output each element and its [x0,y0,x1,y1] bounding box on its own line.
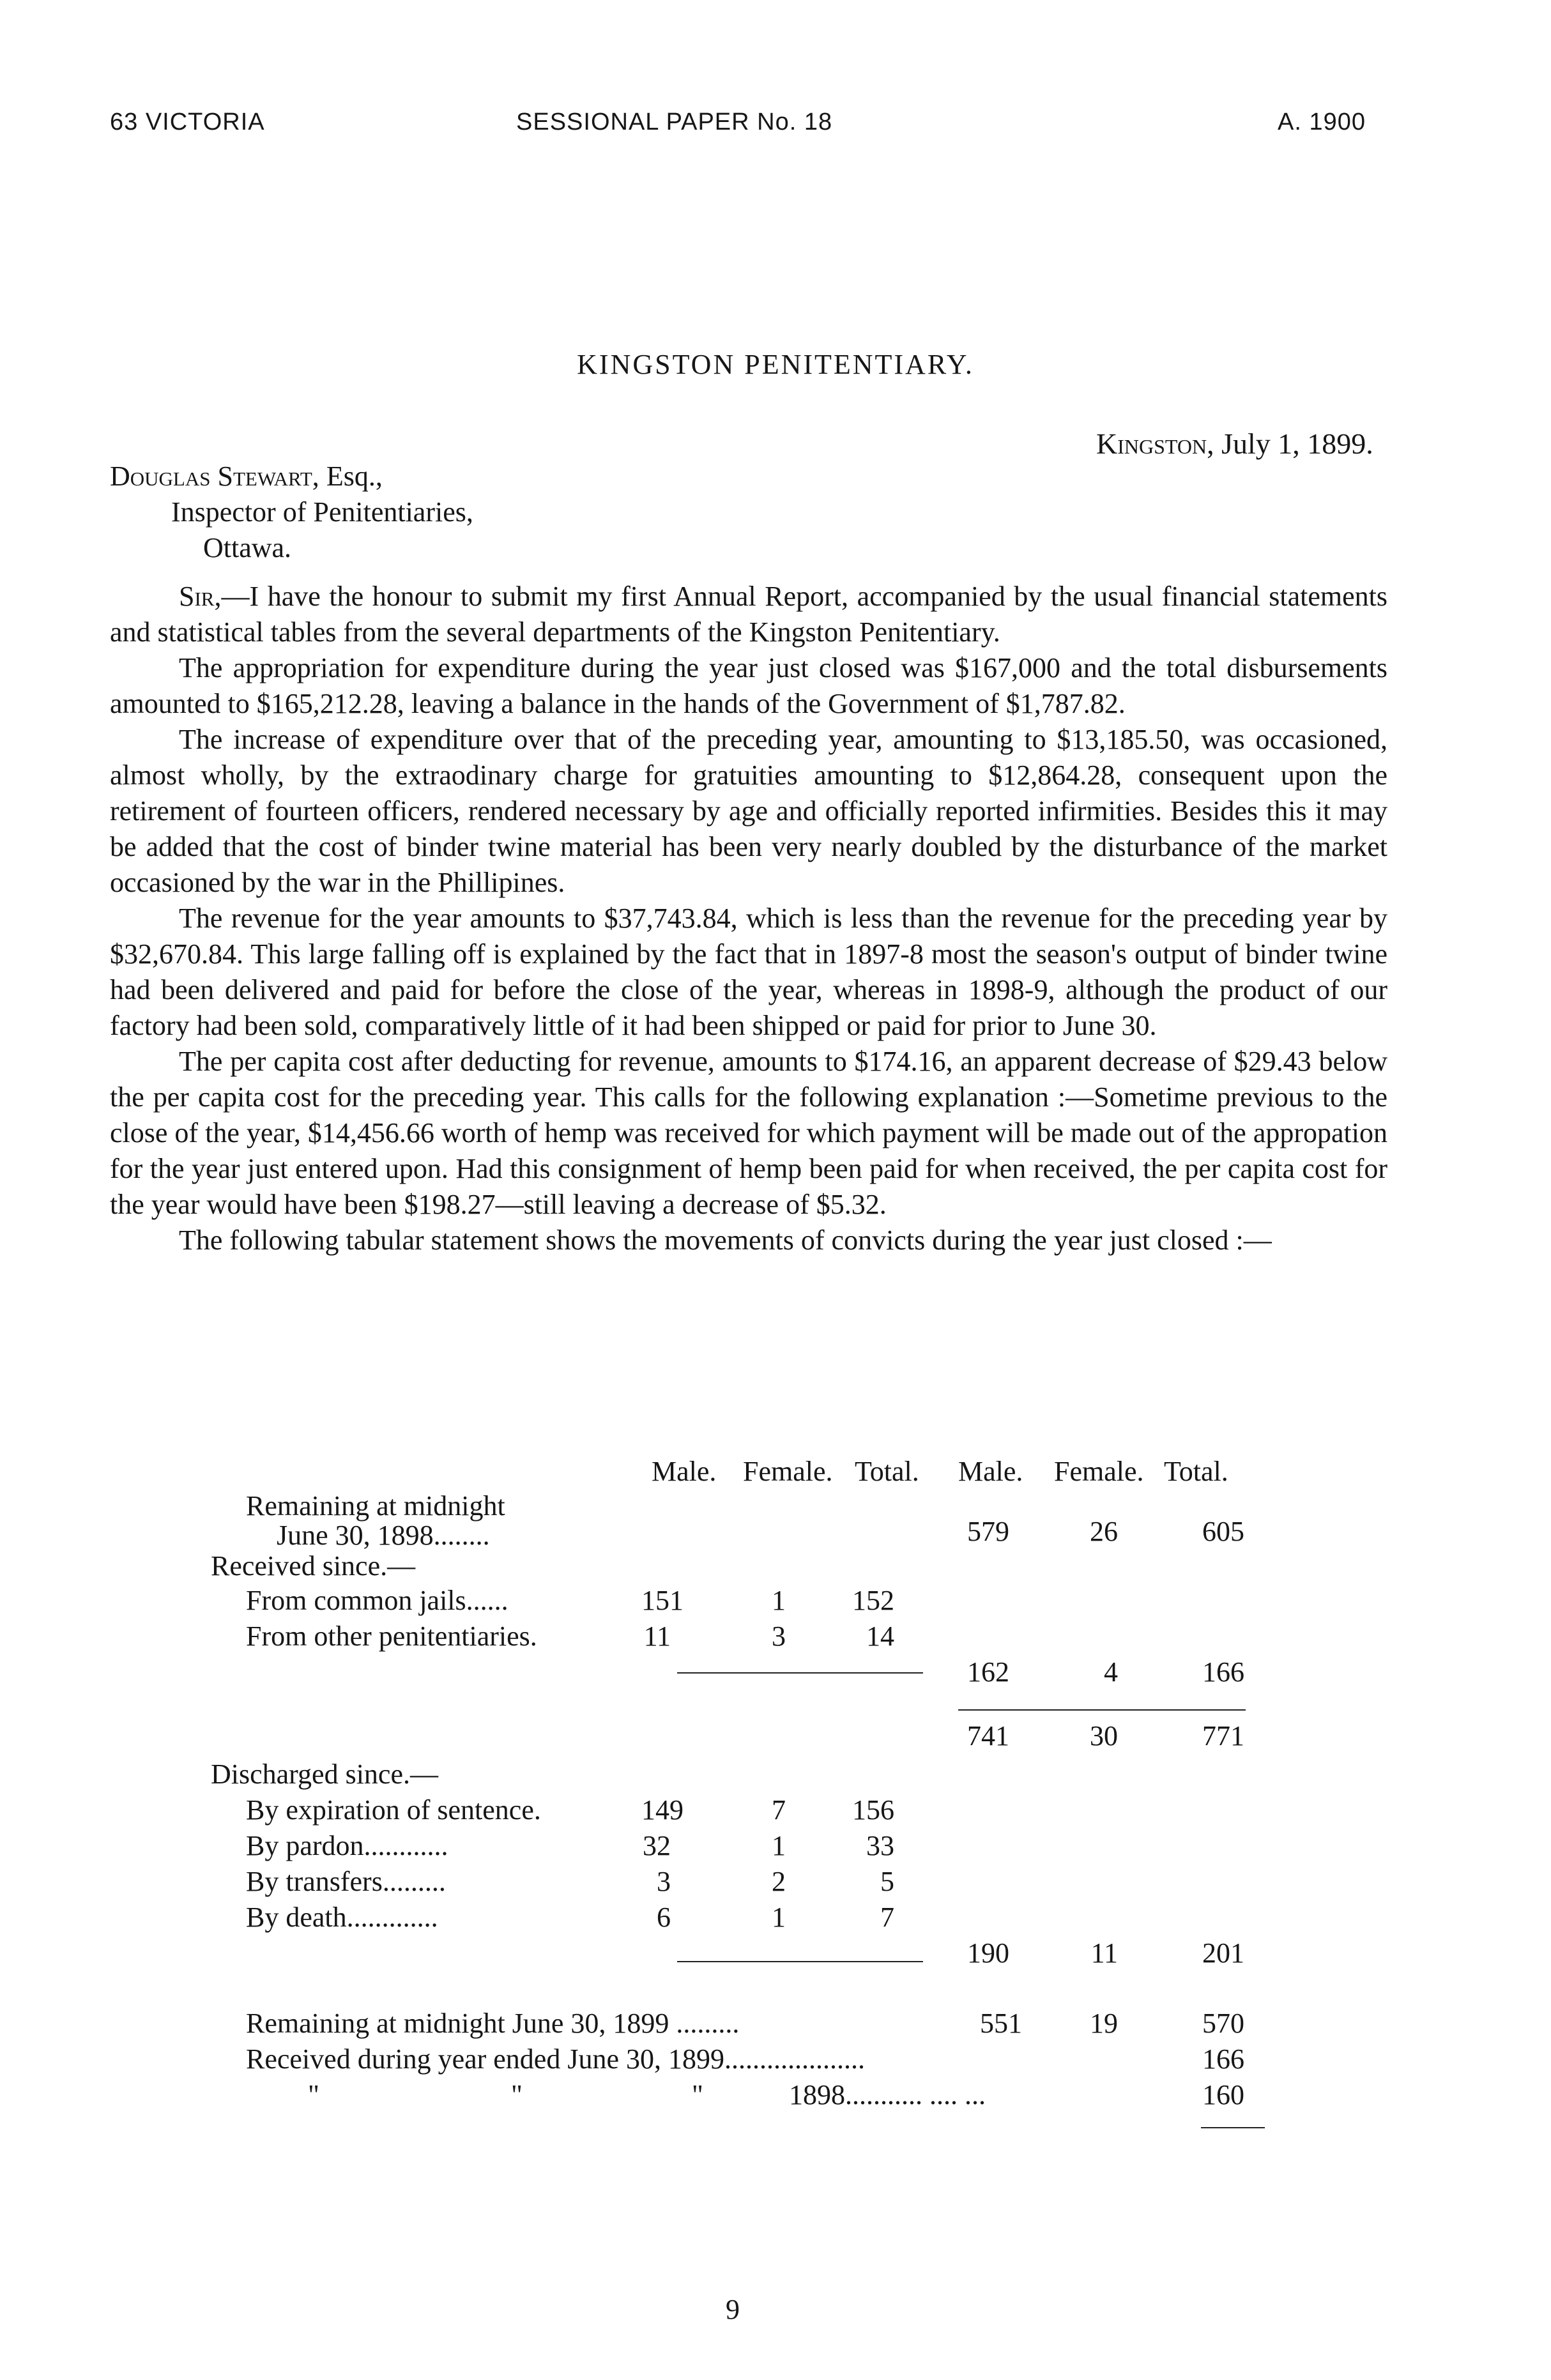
paragraph-5: The per capita cost after deducting for revenue, amounts to $174.16, an apparent decrease of $29.43 below the per capita cost for the preceding year. This calls for the following explanation :—Sometime previous to the close of the year, $14,456.66 worth of hemp was received for which payment will be made out of the appropation for the year just entered upon. Had this consignment of hemp been paid for when received, the per capita cost for the year would have been $198.27—still leaving a decrease of $5.32. [110,1046,1387,1220]
row-label: From other penitentiaries. [246,1621,537,1652]
paragraph-4: The revenue for the year amounts to $37,743.84, which is less than the revenue for the preceding year by $32,670.84. This large falling off is explained by the fact that in 1897-8 most the season's output of binder twine had been delivered and paid for before the close of the year, whereas in 1898-9, although the product of our factory had been sold, comparatively little of it had been shipped or paid for prior to June 30. [110,903,1387,1041]
cell-male: 149 [641,1794,684,1826]
cell-total: 166 [1202,2043,1244,2075]
cell-female: 1 [772,1902,786,1933]
paragraph-1 [110,579,1387,650]
cell-total: 5 [880,1866,894,1897]
row-label: By pardon............ [246,1830,448,1861]
page-number: 9 [726,2294,740,2325]
cell-male: 741 [967,1720,1009,1751]
addressee-block [110,459,473,566]
running-head-right: A. 1900 [1278,109,1366,135]
col-header-female-2: Female. [1054,1456,1144,1487]
rule-line [677,1672,923,1674]
addressee-city: Ottawa. [203,532,292,563]
row-label: June 30, 1898........ [277,1520,490,1551]
cell-female: 11 [1090,1937,1118,1969]
row-label: 1898........... .... ... [789,2079,986,2110]
row-label: Remaining at midnight [246,1490,505,1522]
addressee-name [110,459,473,494]
ditto-mark: " [308,2079,319,2110]
cell-total: 160 [1202,2079,1244,2110]
paragraph-3: The increase of expenditure over that of the preceding year, amounting to $13,185.50, was occasioned, almost wholly, by the extraodinary charge for gratuities amounting to $12,864.28, consequent upon the retirement of fourteen officers, rendered necessary by age and officially reported infirmities. Besides this it may be added that the cost of binder twine material has been very nearly doubled by the disturbance of the market occasioned by the war in the Phillipines. [110,724,1387,898]
cell-total: 14 [866,1621,894,1652]
dateline [1096,427,1373,461]
section-heading: Discharged since.— [211,1758,438,1790]
cell-female: 3 [772,1621,786,1652]
document-title: KINGSTON PENITENTIARY. [577,349,974,380]
dateline-place: Kingston, [1096,427,1214,460]
cell-male: 190 [967,1937,1009,1969]
cell-female: 7 [772,1794,786,1826]
cell-female: 19 [1090,2008,1118,2039]
row-label: Received during year ended June 30, 1899.................... [246,2043,865,2075]
cell-total: 166 [1202,1656,1244,1688]
cell-total: 605 [1202,1516,1244,1547]
addressee-name-rest: Esq., [319,461,383,492]
row-label: By transfers......... [246,1866,446,1897]
col-header-male-1: Male. [652,1456,717,1487]
row-label: By death............. [246,1902,438,1933]
col-header-female-1: Female. [743,1456,833,1487]
addressee-title: Inspector of Penitentiaries, [171,496,473,528]
cell-male: 579 [967,1516,1009,1547]
row-label: Remaining at midnight June 30, 1899 ......... [246,2008,740,2039]
cell-male: 162 [967,1656,1009,1688]
paragraph-1-text: —I have the honour to submit my first Annual Report, accompanied by the usual financial statements and statistical tables from the several departments of the Kingston Penitentiary. [110,581,1387,648]
ditto-mark: " [692,2079,703,2110]
paragraph-6: The following tabular statement shows the movements of convicts during the year just closed :— [179,1224,1272,1256]
cell-total: 7 [880,1902,894,1933]
section-heading: Received since.— [211,1550,416,1582]
row-label: By expiration of sentence. [246,1794,541,1826]
rule-line [1201,2127,1265,2128]
cell-female: 26 [1090,1516,1118,1547]
col-header-total-2: Total. [1164,1456,1228,1487]
cell-male: 11 [643,1621,671,1652]
dateline-date: July 1, 1899. [1221,427,1373,460]
cell-female: 2 [772,1866,786,1897]
cell-male: 6 [657,1902,671,1933]
ditto-mark: " [511,2079,523,2110]
report-body [110,579,1387,1258]
cell-female: 4 [1104,1656,1118,1688]
running-head-center: SESSIONAL PAPER No. 18 [516,109,833,135]
salutation: Sir, [179,581,222,612]
cell-total: 156 [852,1794,894,1826]
cell-male: 3 [657,1866,671,1897]
cell-male: 151 [641,1585,684,1616]
cell-male: 32 [643,1830,671,1861]
cell-male: 551 [980,2008,1022,2039]
cell-total: 771 [1202,1720,1244,1751]
rule-line [958,1709,1246,1711]
col-header-total-1: Total. [855,1456,919,1487]
cell-female: 1 [772,1585,786,1616]
addressee-name-sc: Douglas Stewart, [110,461,319,492]
cell-total: 152 [852,1585,894,1616]
col-header-male-2: Male. [958,1456,1023,1487]
cell-total: 570 [1202,2008,1244,2039]
cell-female: 1 [772,1830,786,1861]
cell-total: 33 [866,1830,894,1861]
cell-total: 201 [1202,1937,1244,1969]
paragraph-2: The appropriation for expenditure during the year just closed was $167,000 and the total disbursements amounted to $165,212.28, leaving a balance in the hands of the Government of $1,787.82. [110,652,1387,719]
row-label: From common jails...... [246,1585,508,1616]
rule-line [677,1961,923,1962]
cell-female: 30 [1090,1720,1118,1751]
running-head-left: 63 VICTORIA [110,109,265,135]
